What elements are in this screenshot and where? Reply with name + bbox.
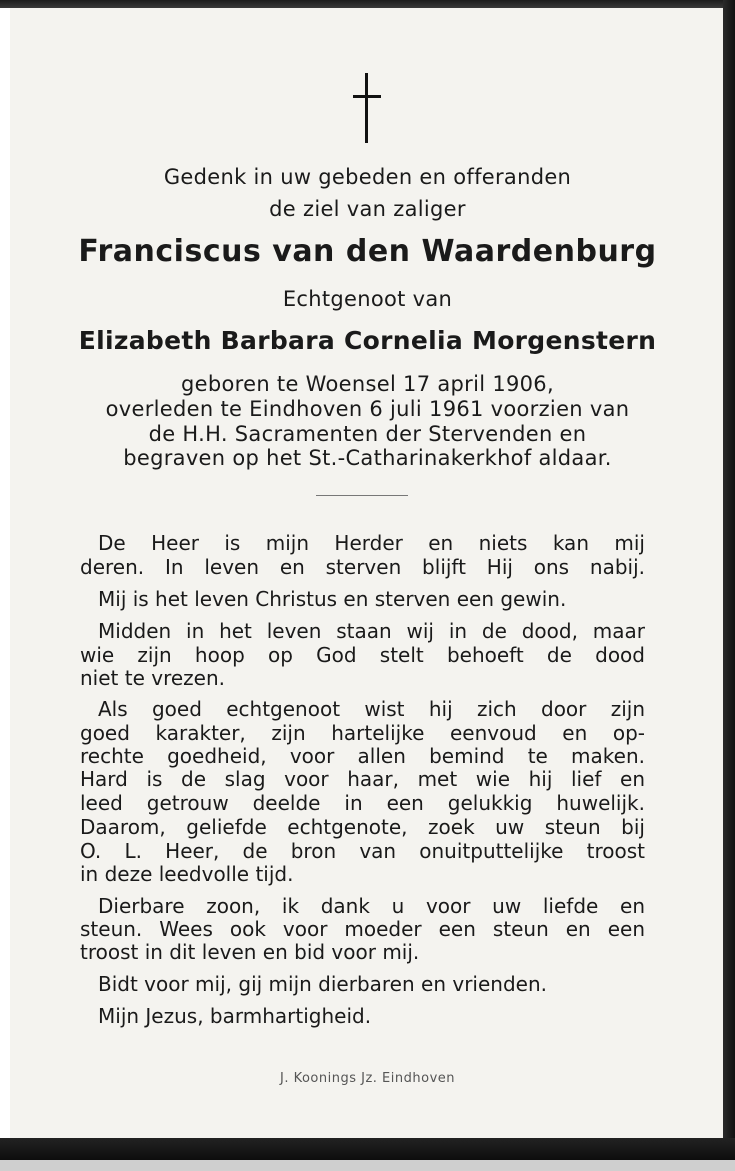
text-line: Bidt voor mij, gij mijn dierbaren en vrienden. <box>98 972 547 996</box>
border-top <box>0 0 735 8</box>
text-line: wie zijn hoop op God stelt behoeft de dood <box>80 643 645 667</box>
text-line: deren. In leven en sterven blijft Hij ons nabij. <box>80 555 645 579</box>
text-line: troost in dit leven en bid voor mij. <box>80 940 420 964</box>
text-line: O. L. Heer, de bron van onuitputtelijke troost <box>80 839 645 863</box>
divider <box>316 495 408 496</box>
text-line: De Heer is mijn Herder en niets kan mij <box>98 531 645 555</box>
text-line: rechte goedheid, voor allen bemind te maken. <box>80 744 645 768</box>
text-line: in deze leedvolle tijd. <box>80 862 294 886</box>
border-bottom <box>0 1138 735 1160</box>
bio-line: geboren te Woensel 17 april 1906, <box>181 372 554 396</box>
text-line: niet te vrezen. <box>80 666 225 690</box>
text-line: Mijn Jezus, barmhartigheid. <box>98 1004 372 1028</box>
intro-line-1: Gedenk in uw gebeden en offeranden <box>163 165 572 189</box>
bio-line: overleden te Eindhoven 6 juli 1961 voorzien van <box>105 397 630 421</box>
scan-background <box>0 1160 735 1171</box>
printer-credit: J. Koonings Jz. Eindhoven <box>280 1071 455 1086</box>
deceased-name: Franciscus van den Waardenburg <box>78 234 657 269</box>
text-line: Dierbare zoon, ik dank u voor uw liefde en <box>98 894 645 918</box>
text-line: steun. Wees ook voor moeder een steun en een <box>80 917 645 941</box>
bio-line: de H.H. Sacramenten der Stervenden en <box>148 422 587 446</box>
text-line: Mij is het leven Christus en sterven een gewin. <box>98 587 567 611</box>
intro-line-2: de ziel van zaliger <box>269 197 466 221</box>
spouse-name: Elizabeth Barbara Cornelia Morgenstern <box>78 326 657 355</box>
spouse-label: Echtgenoot van <box>282 287 453 311</box>
text-line: Als goed echtgenoot wist hij zich door zijn <box>98 697 645 721</box>
text-line: leed getrouw deelde in een gelukkig huwelijk. <box>80 791 645 815</box>
text-line: goed karakter, zijn hartelijke eenvoud en op- <box>80 721 645 745</box>
bio-line: begraven op het St.-Catharinakerkhof aldaar. <box>123 446 612 470</box>
text-line: Daarom, geliefde echtgenote, zoek uw steun bij <box>80 815 645 839</box>
cross-icon <box>353 73 381 143</box>
text-line: Hard is de slag voor haar, met wie hij lief en <box>80 767 645 791</box>
text-line: Midden in het leven staan wij in de dood, maar <box>98 619 645 643</box>
